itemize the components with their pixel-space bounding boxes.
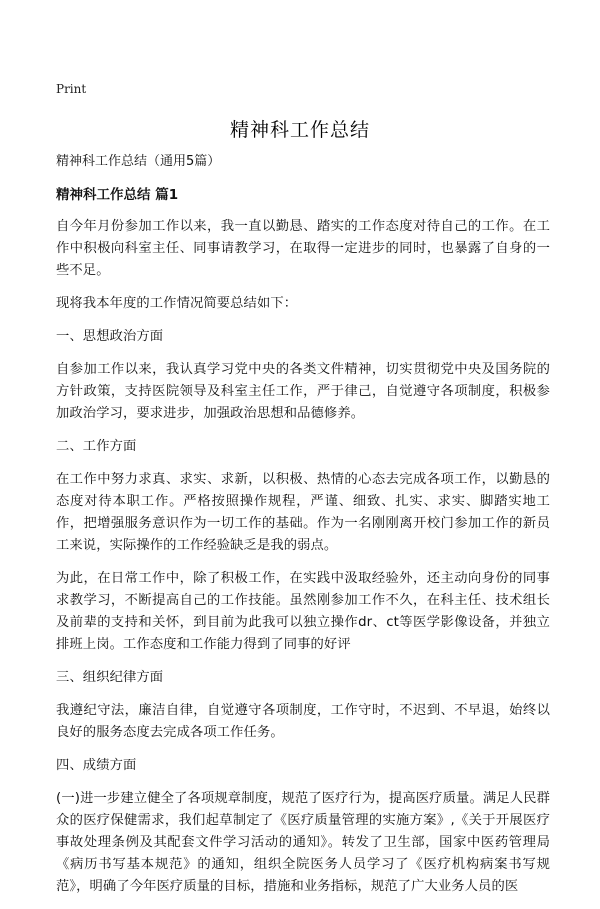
- work-paragraph-2: 为此，在日常工作中，除了积极工作，在实践中汲取经验外，还主动向身份的同事求教学习，不断提高自己的工作技能。虽然刚参加工作不久，在科主任、技术组长及前辈的支持和关怀，到目前为此我可以独立操作dr、ct等医学影像设备，并独立排班上岗。工作态度和工作能力得到了同事的好评: [56, 571, 550, 652]
- achievements-paragraph: (一)进一步建立健全了各项规章制度，规范了医疗行为，提高医疗质量。满足人民群众的医疗保健需求，我们起草制定了《医疗质量管理的实施方案》,《关于开展医疗事故处理条例及其配套文件学习活动的通知》。转发了卫生部，国家中医药管理局《病历书写基本规范》的通知，组织全院医务人员学习了《医疗机构病案书写规范》，明确了今年医疗质量的目标，措施和业务指标，规范了广大业务人员的医: [56, 791, 550, 894]
- document-body: [56, 152, 550, 909]
- heading-achievements: 四、成绩方面: [56, 758, 137, 773]
- intro-paragraph: 自今年月份参加工作以来，我一直以勤恳、踏实的工作态度对待自己的工作。在工作中积极向科室主任、同事请教学习，在取得一定进步的同时，也暴露了自身的一些不足。: [56, 219, 550, 278]
- document-title: 精神科工作总结: [229, 119, 370, 141]
- politics-paragraph: 自参加工作以来，我认真学习党中央的各类文件精神，切实贯彻党中央及国务院的方针政策，支持医院领导及科室主任工作，严于律己，自觉遵守各项制度，积极参加政治学习，要求进步，加强政治思想和品德修养。: [56, 362, 550, 421]
- work-paragraph-1: 在工作中努力求真、求实、求新，以积极、热情的心态去完成各项工作，以勤恳的态度对待本职工作。严格按照操作规程，严谨、细致、扎实、求实、脚踏实地工作，把增强服务意识作为一切工作的基础。作为一名刚刚离开校门参加工作的新员工来说，实际操作的工作经验缺乏是我的弱点。: [56, 472, 550, 553]
- document-subtitle: 精神科工作总结（通用5篇）: [56, 154, 221, 169]
- heading-politics: 一、思想政治方面: [56, 329, 164, 344]
- summary-lead-paragraph: 现将我本年度的工作情况简要总结如下：: [56, 296, 298, 311]
- section-heading: 精神科工作总结 篇1: [56, 187, 179, 203]
- discipline-paragraph: 我遵纪守法，廉洁自律，自觉遵守各项制度，工作守时，不迟到、不早退，始终以良好的服务态度去完成各项工作任务。: [56, 703, 550, 740]
- heading-discipline: 三、组织纪律方面: [56, 670, 164, 685]
- print-label: Print: [56, 82, 87, 96]
- heading-work: 二、工作方面: [56, 439, 137, 454]
